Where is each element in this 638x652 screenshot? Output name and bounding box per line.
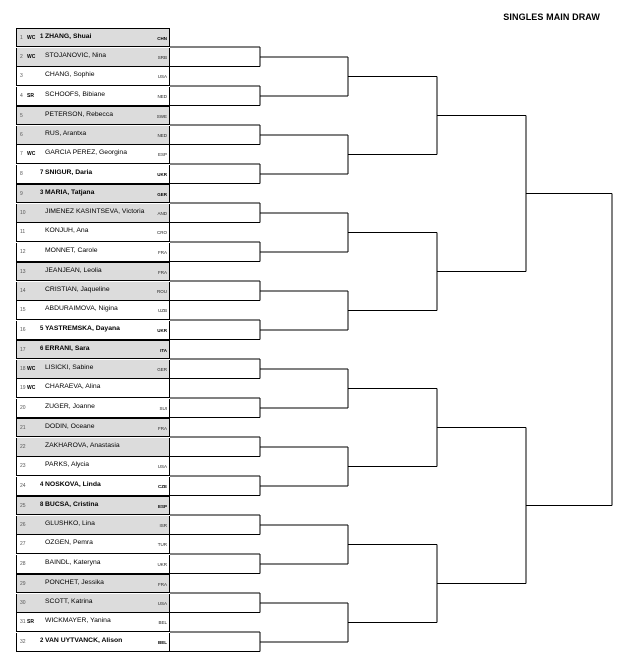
draw-title: SINGLES MAIN DRAW xyxy=(503,12,600,22)
player-num: 27 xyxy=(20,541,26,547)
player-num: 1 xyxy=(20,35,23,41)
player-name: LISICKI, Sabine xyxy=(45,363,94,371)
player-num: 20 xyxy=(20,404,26,411)
player-nat: USA xyxy=(157,600,167,606)
player-num: 11 xyxy=(20,229,26,235)
player-nat: FRA xyxy=(158,249,167,255)
player-name: ERRANI, Sara xyxy=(45,345,90,352)
player-num: 5 xyxy=(20,113,23,119)
player-name: CHARAEVA, Alina xyxy=(45,383,101,390)
player-name: ZUGER, Joanne xyxy=(45,402,95,410)
player-entry: WC xyxy=(27,151,36,157)
player-name: SCOTT, Katrina xyxy=(45,597,93,605)
player-nat: SUI xyxy=(159,405,167,411)
player-num: 6 xyxy=(20,131,23,138)
player-seed: 8 xyxy=(40,502,44,508)
player-name: JIMENEZ KASINTSEVA, Victoria xyxy=(45,207,145,215)
player-num: 28 xyxy=(20,560,26,567)
player-name: JEANJEAN, Leolia xyxy=(45,267,102,274)
player-num: 16 xyxy=(20,326,26,333)
player-seed: 2 xyxy=(40,637,44,644)
player-num: 29 xyxy=(20,581,26,587)
player-seed: 7 xyxy=(40,169,44,176)
player-num: 7 xyxy=(20,151,23,157)
player-num: 24 xyxy=(20,482,26,489)
player-name: PONCHET, Jessika xyxy=(45,579,104,586)
player-entry: SR xyxy=(27,92,34,99)
player-num: 26 xyxy=(20,521,26,528)
player-name: SNIGUR, Daria xyxy=(45,168,93,176)
player-num: 9 xyxy=(20,191,23,197)
player-nat: ISR xyxy=(159,522,167,528)
player-entry: WC xyxy=(27,53,36,60)
player-name: SCHOOFS, Bibiane xyxy=(45,90,106,98)
player-name: MONNET, Carole xyxy=(45,246,98,254)
player-num: 10 xyxy=(20,209,26,216)
player-name: ABDURAIMOVA, Nigina xyxy=(45,305,118,312)
player-name: ZHANG, Shuai xyxy=(45,33,92,40)
player-nat: FRA xyxy=(158,270,167,275)
player-nat: USA xyxy=(157,464,167,469)
player-seed: 4 xyxy=(40,481,44,488)
player-nat: BEL xyxy=(158,639,167,645)
player-nat: NED xyxy=(157,132,167,138)
player-name: ZAKHAROVA, Anastasia xyxy=(45,441,120,449)
player-entry: WC xyxy=(27,35,36,41)
player-name: OZGEN, Pemra xyxy=(45,539,93,546)
player-name: BUCSA, Cristina xyxy=(45,501,99,508)
player-name: BAINDL, Kateryna xyxy=(45,558,101,566)
player-nat: GER xyxy=(157,366,167,372)
player-nat: CRO xyxy=(157,230,167,235)
player-entry: SR xyxy=(27,619,34,625)
player-nat: ESP xyxy=(157,504,167,509)
player-name: KONJUH, Ana xyxy=(45,227,89,234)
player-nat: BEL xyxy=(158,620,167,625)
player-num: 2 xyxy=(20,53,23,60)
player-nat: TUR xyxy=(157,542,167,547)
player-name: RUS, Arantxa xyxy=(45,129,87,137)
player-nat: ROU xyxy=(157,288,167,294)
player-num: 18 xyxy=(20,365,26,372)
player-name: CHANG, Sophie xyxy=(45,71,95,78)
player-num: 25 xyxy=(20,503,26,509)
player-num: 13 xyxy=(20,269,26,275)
player-num: 23 xyxy=(20,463,26,469)
player-nat: USA xyxy=(157,74,167,79)
player-nat: SWE xyxy=(156,114,167,119)
player-seed: 3 xyxy=(40,190,44,196)
player-num: 3 xyxy=(20,73,23,79)
player-num: 8 xyxy=(20,170,23,177)
player-nat: CZE xyxy=(158,483,167,489)
player-entry: WC xyxy=(27,385,36,391)
player-nat: UKR xyxy=(157,171,167,177)
player-num: 21 xyxy=(20,425,26,431)
player-num: 31 xyxy=(20,619,26,625)
player-entry: WC xyxy=(27,365,36,372)
player-seed: 1 xyxy=(40,34,44,40)
player-num: 14 xyxy=(20,287,26,294)
player-nat: ESP xyxy=(157,152,167,157)
player-name: NOSKOVA, Linda xyxy=(45,480,101,488)
player-name: WICKMAYER, Yanina xyxy=(45,617,111,624)
player-nat: FRA xyxy=(158,426,167,431)
player-name: PETERSON, Rebecca xyxy=(45,111,113,118)
player-name: PARKS, Alycia xyxy=(45,461,90,468)
player-nat: NED xyxy=(157,93,167,99)
player-nat: UKR xyxy=(157,561,167,567)
player-nat: SRB xyxy=(157,54,167,60)
player-nat: UZB xyxy=(158,308,167,313)
player-seed: 5 xyxy=(40,325,44,332)
player-num: 4 xyxy=(20,92,23,99)
player-num: 17 xyxy=(20,347,26,353)
player-num: 12 xyxy=(20,248,26,255)
player-name: GARCIA PEREZ, Georgina xyxy=(45,149,127,156)
player-name: MARIA, Tatjana xyxy=(45,189,95,196)
player-name: VAN UYTVANCK, Alison xyxy=(45,636,123,644)
player-name: DODIN, Oceane xyxy=(45,423,95,430)
player-nat: CHN xyxy=(157,36,167,41)
player-num: 32 xyxy=(20,638,26,645)
player-name: CRISTIAN, Jaqueline xyxy=(45,285,110,293)
player-nat: AND xyxy=(157,210,167,216)
player-seed: 6 xyxy=(40,346,44,352)
player-name: YASTREMSKA, Dayana xyxy=(45,324,120,332)
player-nat: GER xyxy=(157,192,167,197)
player-name: GLUSHKO, Lina xyxy=(45,519,95,527)
player-nat: ITA xyxy=(160,348,167,353)
player-num: 15 xyxy=(20,307,26,313)
player-num: 19 xyxy=(20,385,26,391)
player-name: STOJANOVIC, Nina xyxy=(45,51,107,59)
player-num: 22 xyxy=(20,443,26,450)
player-nat: FRA xyxy=(158,582,167,587)
player-nat: UKR xyxy=(157,327,167,333)
player-num: 30 xyxy=(20,599,26,606)
